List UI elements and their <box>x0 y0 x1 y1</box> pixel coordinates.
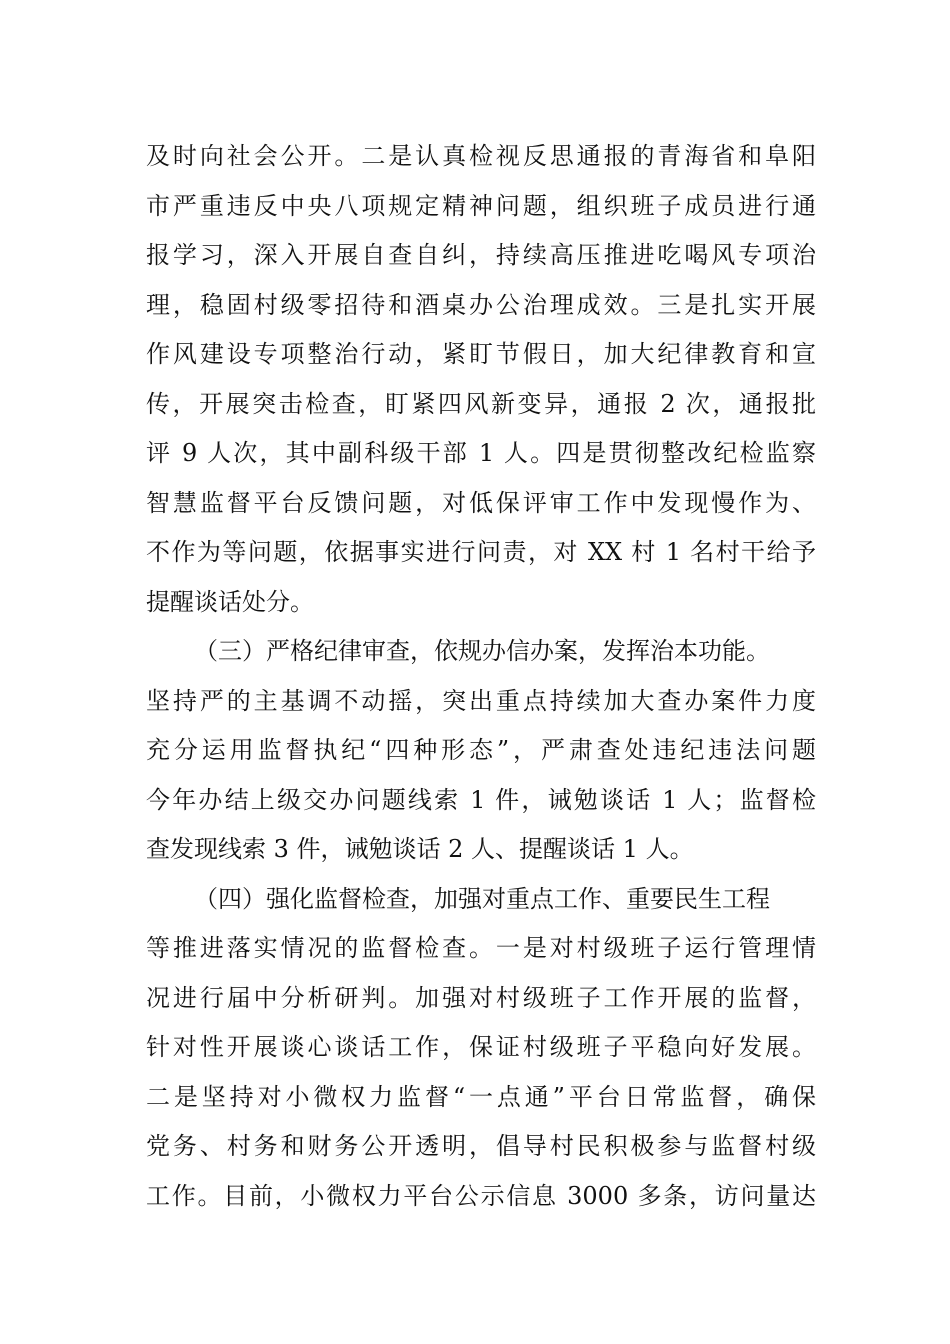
text-line: 针对性开展谈心谈话工作，保证村级班子平稳向好发展。 <box>146 1033 816 1061</box>
text-line: 市严重违反中央八项规定精神问题，组织班子成员进行通 <box>146 191 816 220</box>
section-heading-3: （三）严格纪律审查，依规办信办案，发挥治本功能。 <box>194 637 770 665</box>
text-line: 况进行届中分析研判。加强对村级班子工作开展的监督， <box>146 983 816 1012</box>
section-heading-4: （四）强化监督检查，加强对重点工作、重要民生工程 <box>194 884 770 913</box>
text-line: 智慧监督平台反馈问题，对低保评审工作中发现慢作为、 <box>146 488 816 517</box>
text-line: 及时向社会公开。二是认真检视反思通报的青海省和阜阳 <box>146 142 816 170</box>
text-line: 评 9 人次，其中副科级干部 1 人。四是贯彻整改纪检监察 <box>146 439 816 467</box>
text-line: 作风建设专项整治行动，紧盯节假日，加大纪律教育和宣 <box>146 340 816 368</box>
text-line: 查发现线索 3 件，诫勉谈话 2 人、提醒谈话 1 人。 <box>146 835 694 863</box>
text-line: 工作。目前，小微权力平台公示信息 3000 多条，访问量达 <box>146 1181 816 1210</box>
text-line: 理，稳固村级零招待和酒桌办公治理成效。三是扎实开展 <box>146 290 816 319</box>
text-line: 等推进落实情况的监督检查。一是对村级班子运行管理情 <box>146 934 816 962</box>
body-text <box>146 132 816 1221</box>
text-line: 党务、村务和财务公开透明，倡导村民积极参与监督村级 <box>146 1132 816 1160</box>
text-line: 报学习，深入开展自查自纠，持续高压推进吃喝风专项治 <box>146 241 816 269</box>
text-line: 坚持严的主基调不动摇，突出重点持续加大查办案件力度 <box>146 686 816 715</box>
text-line: 二是坚持对小微权力监督“一点通”平台日常监督，确保 <box>146 1082 816 1111</box>
text-line: 不作为等问题，依据事实进行问责，对 XX 村 1 名村干给予 <box>146 538 816 566</box>
text-line: 今年办结上级交办问题线索 1 件，诫勉谈话 1 人；监督检 <box>146 785 816 814</box>
text-line: 传，开展突击检查，盯紧四风新变异，通报 2 次，通报批 <box>146 389 816 418</box>
text-line: 充分运用监督执纪“四种形态”，严肃查处违纪违法问题 <box>146 736 816 764</box>
text-line: 提醒谈话处分。 <box>146 587 314 616</box>
